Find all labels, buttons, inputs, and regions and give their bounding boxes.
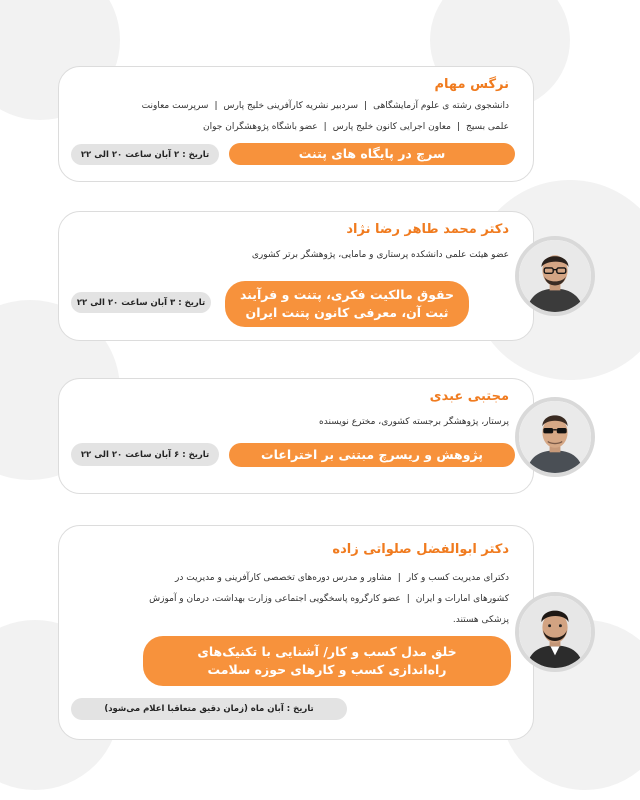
session-topic (143, 636, 511, 686)
separator: | (397, 573, 401, 583)
speaker-card (58, 378, 534, 494)
speaker-photo (515, 397, 595, 477)
speaker-description (252, 245, 509, 266)
speaker-photo (515, 236, 595, 316)
separator: | (364, 101, 368, 111)
description-item: پزشکی هستند. (452, 615, 509, 625)
speaker-description (319, 412, 509, 433)
session-date: تاریخ : آبان ماه (زمان دقیق متعاقبا اعلام می‌شود) (71, 698, 347, 720)
description-item: دکترای مدیریت کسب و کار (406, 573, 509, 583)
topic-line: خلق مدل کسب و کار/ آشنایی با تکنیک‌های (197, 644, 457, 659)
separator: | (406, 594, 410, 604)
topic-line: ثبت آن، معرفی کانون پتنت ایران (245, 305, 449, 320)
person-sunglasses-photo (519, 401, 591, 473)
person-glasses-photo (519, 240, 591, 312)
description-item: عضو باشگاه پژوهشگران جوان (203, 122, 318, 132)
speaker-description (142, 96, 509, 138)
description-item: سرپرست معاونت (141, 101, 209, 111)
description-item: دانشجوی رشته ی علوم آزمایشگاهی (373, 101, 509, 111)
topic-line: راه‌اندازی کسب و کارهای حوزه سلامت (207, 662, 447, 677)
description-item: سردبیر نشریه کارآفرینی خلیج پارس (223, 101, 359, 111)
description-line (149, 589, 509, 610)
speaker-name: نرگس مهام (434, 77, 509, 92)
speaker-description (149, 568, 509, 631)
description-line (142, 96, 509, 117)
description-item: کشورهای امارات و ایران (415, 594, 509, 604)
speaker-name: دکتر ابوالفضل صلواتی زاده (332, 542, 509, 557)
topic-line: حقوق مالکیت فکری، پتنت و فرآیند (239, 287, 455, 302)
description-item: پرستار، پژوهشگر برجسته کشوری، مخترع نویسنده (319, 417, 509, 427)
separator: | (456, 122, 461, 132)
description-line (252, 245, 509, 266)
description-item: علمی بسیج (466, 122, 509, 132)
session-topic (225, 281, 469, 327)
speaker-card (58, 525, 534, 740)
description-item: معاون اجرایی کانون خلیج پارس (332, 122, 451, 132)
person-beard-photo (519, 596, 591, 668)
description-line (319, 412, 509, 433)
speaker-card (58, 66, 534, 182)
separator: | (214, 101, 218, 111)
speaker-name: مجتبی عبدی (429, 389, 509, 404)
description-item: عضو کارگروه پاسخگویی اجتماعی وزارت بهداشت، درمان و آموزش (149, 594, 401, 604)
separator: | (323, 122, 327, 132)
session-date: تاریخ : ۳ آبان ساعت ۲۰ الی ۲۲ (71, 292, 211, 313)
session-date: تاریخ : ۶ آبان ساعت ۲۰ الی ۲۲ (71, 443, 219, 466)
speaker-card (58, 211, 534, 341)
session-topic: سرچ در پایگاه های پتنت (229, 143, 515, 165)
description-line (142, 117, 509, 138)
session-topic: پژوهش و ریسرچ مبتنی بر اختراعات (229, 443, 515, 467)
session-date: تاریخ : ۲ آبان ساعت ۲۰ الی ۲۲ (71, 144, 219, 165)
description-line (149, 568, 509, 589)
description-line (149, 610, 509, 631)
description-item: مشاور و مدرس دوره‌های تخصصی کارآفرینی و مدیریت در (175, 573, 392, 583)
speaker-photo (515, 592, 595, 672)
description-item: عضو هیئت علمی دانشکده پرستاری و مامایی، پژوهشگر برتر کشوری (251, 250, 509, 260)
speaker-name: دکتر محمد طاهر رضا نژاد (346, 222, 509, 237)
